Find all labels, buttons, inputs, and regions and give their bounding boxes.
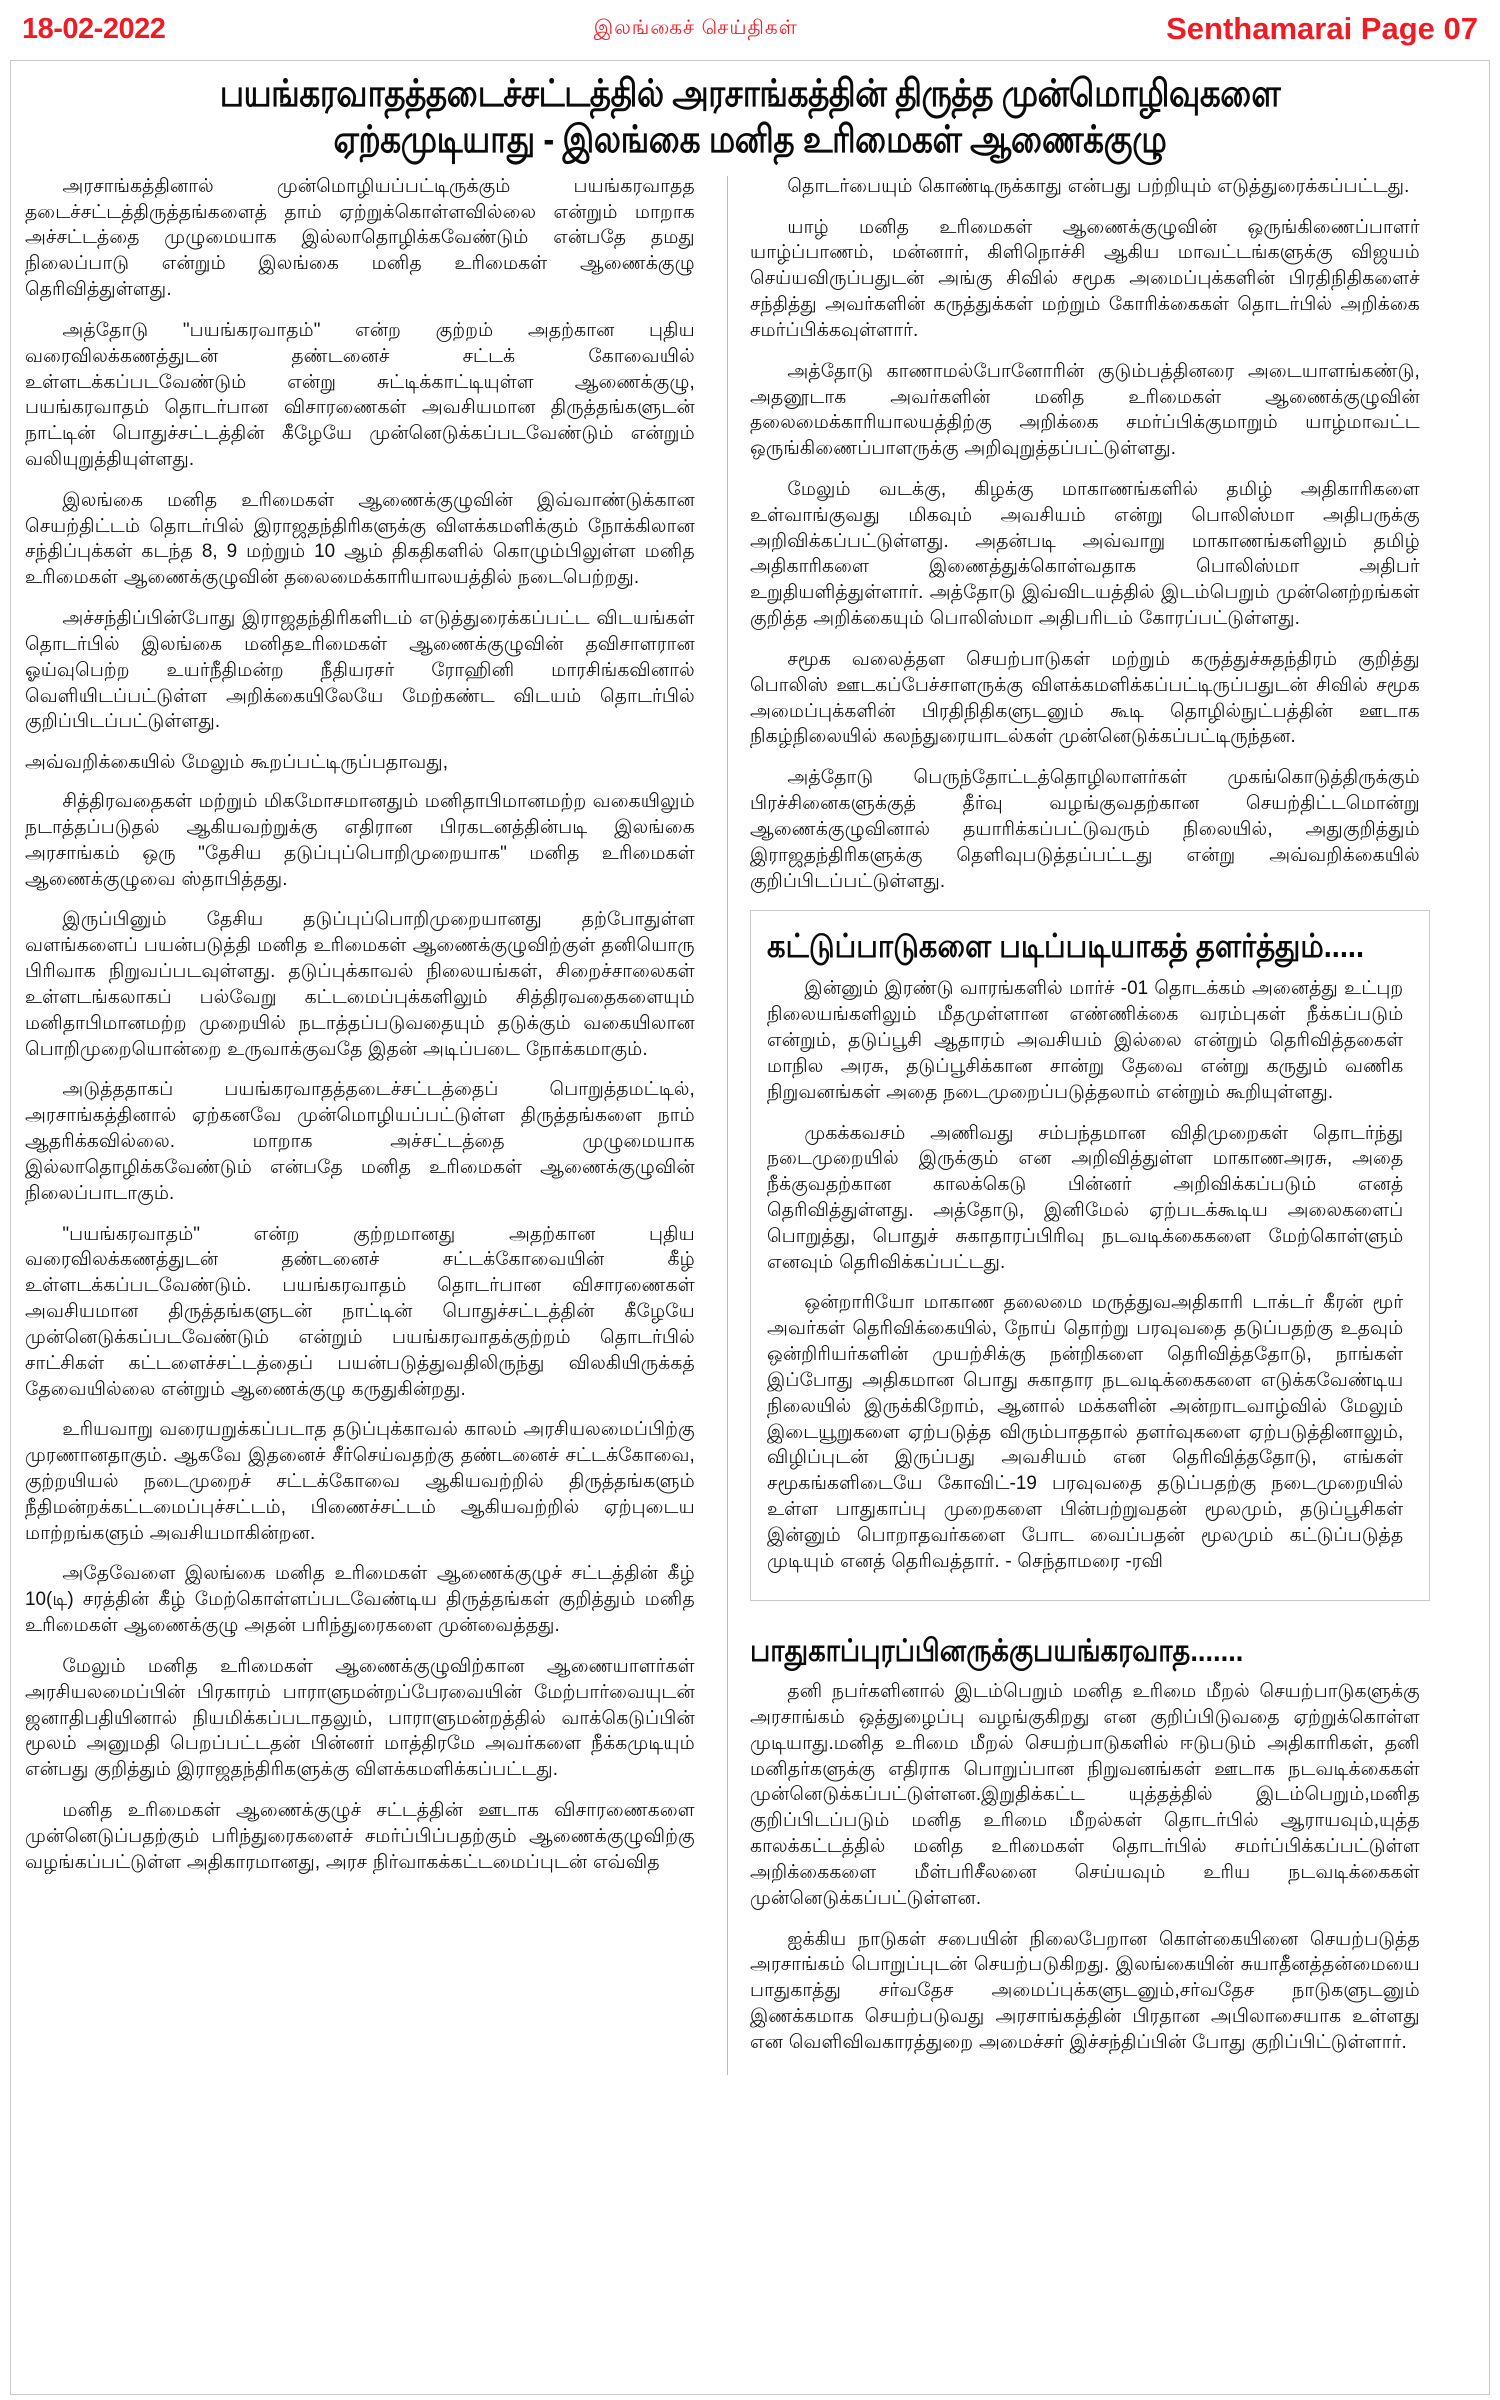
paragraph: சமூக வலைத்தள செயற்பாடுகள் மற்றும் கருத்துச்சுதந்திரம் குறித்து பொலிஸ் ஊடகப்பேச்சாளருக்கு விளக்கமளிக்கப்பட்டிருப்பதுடன் சிவில் சமூக அமைப்புக்களின் பிரதிநிதிகளுடனும் கூடி தொழில்நுட்பத்தின் ஊடாக நிகழ்நிலையில் கலந்துரையாடல்கள் முன்னெடுக்கப்பட்டிருந்தன. <box>750 648 1420 748</box>
headline-line-1: பயங்கரவாதத்தடைச்சட்டத்தில் அரசாங்கத்தின் திருத்த முன்மொழிவுகளை <box>219 73 1281 115</box>
paragraph: ஒன்றாரியோ மாகாண தலைமை மருத்துவஅதிகாரி டாக்டர் கீரன் மூர் அவர்கள் தெரிவிக்கையில், நோய் தொற்று பரவுவதை தடுப்பதற்கு உதவும் ஒன்றிரியர்களின் முயற்சிக்கு நன்றிகளை தெரிவித்ததோடு, நாங்கள் இப்போது அதிகமான பொது சுகாதார நடவடிக்கைகளை எடுக்கவேண்டிய நிலையில் இருக்கிறோம், ஆனால் மக்களின் அன்றாடவாழ்வில் மேலும் இடையூறுகளை ஏற்படுத்த விரும்பாததால் தளர்வுகளை ஏற்படுத்தினாலும், விழிப்புடன் இருப்பது அவசியம் என தெரிவித்ததோடு, எங்கள் சமூகங்களிடையே கோவிட்-19 பரவுவதை தடுப்பதற்கு நடைமுறையில் உள்ள பாதுகாப்பு முறைகளை பின்பற்றுவதன் மூலமும், தடுப்பூசிகள் இன்னும் பொறாதவர்களை போட வைப்பதன் மூலமும் கட்டுப்படுத்த முடியும் எனத் தெரிவத்தார். - செந்தாமரை -ரவி <box>767 1292 1404 1572</box>
article-columns <box>11 168 1489 2081</box>
paragraph: சித்திரவதைகள் மற்றும் மிகமோசமானதும் மனிதாபிமானமற்ற வகையிலும் நடாத்தப்படுதல் ஆகியவற்றுக்கு எதிரான பிரகடனத்தின்படி இலங்கை அரசாங்கம் ஒரு "தேசிய தடுப்புப்பொறிமுறையாக" மனித உரிமைகள் ஆணைக்குழுவை ஸ்தாபித்தது. <box>25 791 695 890</box>
paragraph: மேலும் மனித உரிமைகள் ஆணைக்குழுவிற்கான ஆணையாளர்கள் அரசியலமைப்பின் பிரகாரம் பாராளுமன்றப்பேரவையின் மேற்பார்வையுடன் ஜனாதிபதியினால் நியமிக்கப்படாதலும், பாராளுமன்றத்தில் வாக்கெடுப்பின் மூலம் அனுமதி பெறப்பட்டதன் பின்னர் மாத்திரமே அவர்களை நீக்கமுடியும் என்பது குறித்தும் இராஜதந்திரிகளுக்கு விளக்கமளிக்கப்பட்டது. <box>25 1655 695 1781</box>
sub-article-2 <box>750 1617 1430 2081</box>
right-column <box>728 174 1430 2081</box>
paragraph: இருப்பினும் தேசிய தடுப்புப்பொறிமுறையானது தற்போதுள்ள வளங்களைப் பயன்படுத்தி மனித உரிமைகள் ஆணைக்குழுவிற்குள் தனியொரு பிரிவாக நிறுவப்படவுள்ளது. தடுப்புக்காவல் நிலையங்கள், சிறைச்சாலைகள் உள்ளடங்கலாகப் பல்வேறு கட்டமைப்புக்களிலும் சித்திரவதைகளையும் மனிதாபிமானமற்ற முறையில் நடாத்தப்படுவதையும் தடுக்கும் வகையிலான பொறிமுறையொன்றை உருவாக்குவதே இதன் அடிப்படை நோக்கமாகும். <box>25 909 695 1060</box>
paragraph: அத்தோடு காணாமல்போனோரின் குடும்பத்தினரை அடையாளங்கண்டு, அதனூடாக அவர்களின் மனித உரிமைகள் ஆணைக்குழுவின் தலைமைக்காரியாலயத்திற்கு அறிக்கை சமர்ப்பிக்குமாறும் யாழ்மாவட்ட ஒருங்கிணைப்பாளருக்கு அறிவுறுத்தப்பட்டுள்ளது. <box>750 360 1420 460</box>
paragraph: மேலும் வடக்கு, கிழக்கு மாகாணங்களில் தமிழ் அதிகாரிகளை உள்வாங்குவது மிகவும் அவசியம் என்று பொலிஸ்மா அதிபருக்கு அறிவிக்கப்பட்டுள்ளது. அதன்படி அவ்வாறு மாகாணங்களிலும் தமிழ் அதிகாரிகளை இணைத்துக்கொள்வதாக பொலிஸ்மா அதிபர் உறுதியளித்துள்ளார். அத்தோடு இவ்விடயத்தில் இடம்பெறும் முன்னெற்றங்கள் குறித்த அறிக்கையும் பொலிஸ்மா அதிபரிடம் கோரப்பட்டுள்ளது. <box>750 479 1420 630</box>
masthead-publication: Senthamarai Page 07 <box>1166 11 1478 46</box>
paragraph: அத்தோடு பெருந்தோட்டத்தொழிலாளர்கள் முகங்கொடுத்திருக்கும் பிரச்சினைகளுக்குத் தீர்வு வழங்குவதற்கான செயற்திட்டமொன்று ஆணைக்குழுவினால் தயாரிக்கப்பட்டுவரும் நிலையில், அதுகுறித்தும் இராஜதந்திரிகளுக்கு தெளிவுபடுத்தப்பட்டது என்று அவ்வறிக்கையில் குறிப்பிடப்பட்டுள்ளது. <box>750 767 1420 892</box>
paragraph: இன்னும் இரண்டு வாரங்களில் மார்ச் -01 தொடக்கம் அனைத்து உட்புற நிலையங்களிலும் மீதமுள்ளான எண்ணிக்கை வரம்புகள் நீக்கப்படும் என்றும், தடுப்பூசி ஆதாரம் அவசியம் இல்லை என்றும் தெரிவித்தகைள் மாநில அரசு, தடுப்பூசிக்கான சான்று தேவை என்று கருதும் வணிக நிறுவனங்கள் அதை நடைமுறைப்படுத்தலாம் என்றும் கூறியுள்ளது. <box>767 978 1404 1103</box>
left-column <box>25 174 727 2081</box>
paragraph: அதேவேளை இலங்கை மனித உரிமைகள் ஆணைக்குழுச் சட்டத்தின் கீழ் 10(டி) சரத்தின் கீழ் மேற்கொள்ளப்படவேண்டிய திருத்தங்கள் குறித்தும் மனித உரிமைகள் ஆணைக்குழு அதன் பரிந்துரைகளை முன்வைத்தது. <box>25 1563 695 1637</box>
paragraph: ஐக்கிய நாடுகள் சபையின் நிலைபேறான கொள்கையினை செயற்படுத்த அரசாங்கம் பொறுப்புடன் செயற்படுகிறது. இலங்கையின் சுயாதீனத்தன்மையை பாதுகாத்து சர்வதேச அமைப்புக்களுடனும்,சர்வதேச நாடுகளுடனும் இணக்கமாக செயற்படுவது அரசாங்கத்தின் பிரதான அபிலாசையாக உள்ளது என வெளிவிவகாரத்துறை அமைச்சர் இச்சந்திப்பின் போது குறிப்பிட்டுள்ளார். <box>750 1928 1420 2053</box>
paragraph: அத்தோடு "பயங்கரவாதம்" என்ற குற்றம் அதற்கான புதிய வரைவிலக்கணத்துடன் தண்டனைச் சட்டக் கோவையில் உள்ளடக்கப்படவேண்டும் என்று சுட்டிக்காட்டியுள்ள ஆணைக்குழு, பயங்கரவாதம் தொடர்பான விசாரணைகள் அவசியமான திருத்தங்களுடன் நாட்டின் பொதுச்சட்டத்தின் கீழேயே முன்னெடுக்கப்படவேண்டும் என்றும் வலியுறுத்தியுள்ளது. <box>25 319 695 470</box>
paragraph: தொடர்பையும் கொண்டிருக்காது என்பது பற்றியும் எடுத்துரைக்கப்பட்டது. <box>787 175 1410 197</box>
masthead-section-label: இலங்கைச் செய்திகள் <box>593 16 798 39</box>
paragraph: "பயங்கரவாதம்" என்ற குற்றமானது அதற்கான புதிய வரைவிலக்கணத்துடன் தண்டனைச் சட்டக்கோவையின் கீழ் உள்ளடக்கப்படவேண்டும். பயங்கரவாதம் தொடர்பான விசாரணைகள் அவசியமான திருத்தங்களுடன் நாட்டின் பொதுச்சட்டத்தின் கீழேயே முன்னெடுக்கப்படவேண்டும் என்றும் பயங்கரவாதக்குற்றம் தொடர்பில் சாட்சிகள் கட்டளைச்சட்டத்தைப் பயன்படுத்துவதிலிருந்து விலகியிருக்கத் தேவையில்லை என்றும் ஆணைக்குழு கருதுகின்றது. <box>25 1223 695 1400</box>
article-headline <box>11 61 1489 168</box>
paragraph: அரசாங்கத்தினால் முன்மொழியப்பட்டிருக்கும் பயங்கரவாதத தடைச்சட்டத்திருத்தங்களைத் தாம் ஏற்றுக்கொள்ளவில்லை என்றும் மாறாக அச்சட்டத்தை முழுமையாக இல்லாதொழிக்கவேண்டும் என்பதே தமது நிலைப்பாடு என்றும் இலங்கை மனித உரிமைகள் ஆணைக்குழு தெரிவித்துள்ளது. <box>25 175 695 301</box>
paragraph: முகக்கவசம் அணிவது சம்பந்தமான விதிமுறைகள் தொடர்ந்து நடைமுறையில் இருக்கும் என அறிவித்துள்ள மாகாணஅரசு, அதை நீக்குவதற்கான காலக்கெடு பின்னர் அறிவிக்கப்படும் எனத் தெரிவித்துள்ளது. அத்தோடு, இனிமேல் ஏற்படக்கூடிய அலைகளைப் பொறுத்து, பொதுச் சுகாதாரப்பிரிவு நடவடிக்கைகளை மேற்கொள்ளும் எனவும் தெரிவிக்கப்பட்டது. <box>767 1122 1404 1273</box>
sub-article-2-headline: பாதுகாப்புரப்பினருக்குபயங்கரவாத....... <box>750 1632 1244 1668</box>
paragraph: மனித உரிமைகள் ஆணைக்குழுச் சட்டத்தின் ஊடாக விசாரணைகளை முன்னெடுப்பதற்கும் பரிந்துரைகளைச் சமர்ப்பிப்பதற்கும் ஆணைக்குழுவிற்கு வழங்கப்பட்டுள்ள அதிகாரமானது, அரச நிர்வாகக்கட்டமைப்புடன் எவ்வித <box>25 1800 695 1873</box>
paragraph: இலங்கை மனித உரிமைகள் ஆணைக்குழுவின் இவ்வாண்டுக்கான செயற்திட்டம் தொடர்பில் இராஜதந்திரிகளுக்கு விளக்கமளிக்கும் நோக்கிலான சந்திப்புக்கள் கடந்த 8, 9 மற்றும் 10 ஆம் திகதிகளில் கொழும்பிலுள்ள மனித உரிமைகள் ஆணைக்குழுவின் தலைமைக்காரியாலயத்தில் நடைபெற்றது. <box>25 489 695 589</box>
paragraph: உரியவாறு வரையறுக்கப்படாத தடுப்புக்காவல் காலம் அரசியலமைப்பிற்கு முரணானதாகும். ஆகவே இதனைச் சீர்செய்வதற்கு தண்டனைச் சட்டக்கோவை, குற்றயியல் நடைமுறைச் சட்டக்கோவை ஆகியவற்றில் திருத்தங்களும் நீதிமன்றக்கட்டமைப்புச்சட்டம், பிணைச்சட்டம் ஆகியவற்றில் ஏற்புடைய மாற்றங்களும் அவசியமாகின்றன. <box>25 1419 695 1544</box>
masthead <box>0 0 1500 58</box>
paragraph: அடுத்ததாகப் பயங்கரவாதத்தடைச்சட்டத்தைப் பொறுத்தமட்டில், அரசாங்கத்தினால் ஏற்கனவே முன்மொழியப்பட்டுள்ள திருத்தங்களை நாம் ஆதரிக்கவில்லை. மாறாக அச்சட்டத்தை முழுமையாக இல்லாதொழிக்கவேண்டும் என்பதே மனித உரிமைகள் ஆணைக்குழுவின் நிலைப்பாடாகும். <box>25 1079 695 1204</box>
page-frame <box>10 60 1490 2395</box>
masthead-date: 18-02-2022 <box>22 12 166 45</box>
paragraph: அவ்வறிக்கையில் மேலும் கூறப்பட்டிருப்பதாவது, <box>25 752 448 774</box>
paragraph: அச்சந்திப்பின்போது இராஜதந்திரிகளிடம் எடுத்துரைக்கப்பட்ட விடயங்கள் தொடர்பில் இலங்கை மனிதஉரிமைகள் ஆணைக்குழுவின் தவிசாளரான ஓய்வுபெற்ற உயர்நீதிமன்ற நீதியரசர் ரோஹினி மாரசிங்கவினால் வெளியிடப்பட்டுள்ள அறிக்கையிலேயே மேற்கண்ட விடயம் தொடர்பில் குறிப்பிடப்பட்டுள்ளது. <box>25 608 695 733</box>
paragraph: தனி நபர்களினால் இடம்பெறும் மனித உரிமை மீறல் செயற்பாடுகளுக்கு அரசாங்கம் ஒத்துழைப்பு வழங்குகிறது என குறிப்பிடுவதை ஏற்றுக்கொள்ள முடியாது.மனித உரிமை மீறல் செயற்பாடுகளில் ஈடுபடும் அதிகாரிகள், தனி மனிதர்களுக்கு எதிராக பொறுப்பான நிறுவனங்கள் ஊடாக நடவடிக்கைகள் முன்னெடுக்கப்பட்டுள்ளன.இறுதிக்கட்ட யுத்தத்தில் இடம்பெறும்,மனித குறிப்பிடப்படும் மனித உரிமை மீறல்கள் தொடர்பில் ஆராயவும்,யுத்த காலக்கட்டத்தில் மனித உரிமைகள் தொடர்பில் சமர்ப்பிக்கப்பட்டுள்ள அறிக்கைகளை மீள்பரிசீலனை செய்யவும் உரிய நடவடிக்கைகள் முன்னெடுக்கப்பட்டுள்ளன. <box>750 1681 1420 1909</box>
sub-article-1 <box>750 910 1430 1600</box>
paragraph: யாழ் மனித உரிமைகள் ஆணைக்குழுவின் ஒருங்கிணைப்பாளர் யாழ்ப்பாணம், மன்னார், கிளிநொச்சி ஆகிய மாவட்டங்களுக்கு விஜயம் செய்யவிருப்பதுடன் அங்கு சிவில் சமூக அமைப்புக்களின் பிரதிநிதிகளைச் சந்தித்து அவர்களின் கருத்துக்கள் மற்றும் கோரிக்கைகள் தொடர்பில் அறிக்கை சமர்ப்பிக்கவுள்ளார். <box>750 216 1420 341</box>
headline-line-2: ஏற்கமுடியாது - இலங்கை மனித உரிமைகள் ஆணைக்குழு <box>333 119 1167 162</box>
sub-article-1-headline: கட்டுப்பாடுகளை படிப்படியாகத் தளர்த்தும்..... <box>767 927 1365 965</box>
